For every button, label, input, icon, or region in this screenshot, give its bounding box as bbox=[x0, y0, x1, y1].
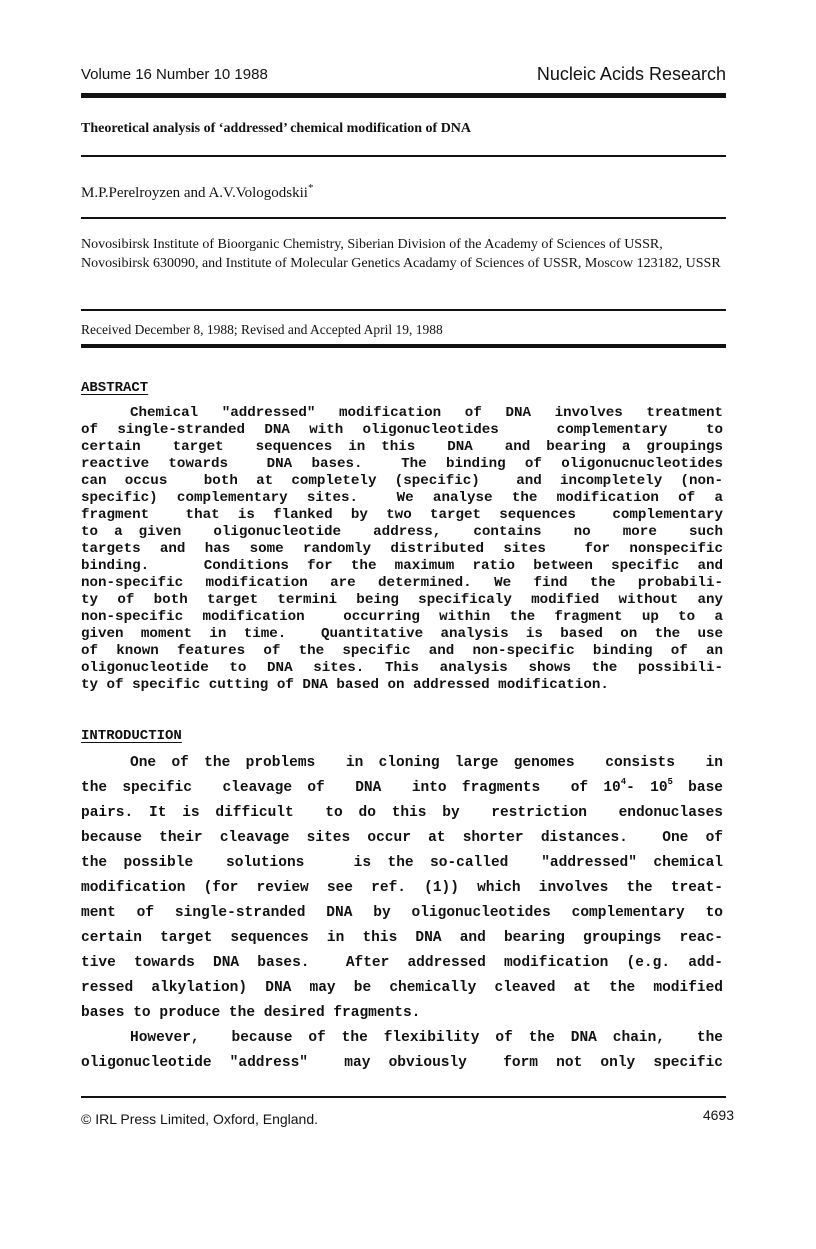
title-rule bbox=[81, 155, 726, 157]
abstract-line: ty of both target termini being specificaly modified without any bbox=[81, 592, 723, 608]
exponent: 5 bbox=[667, 777, 673, 787]
corresponding-author-mark: * bbox=[307, 182, 314, 194]
abstract-line: non-specific modification occurring within the fragment up to a bbox=[81, 609, 723, 625]
intro-line: ment of single-stranded DNA by oligonucleotides complementary to bbox=[81, 905, 723, 921]
intro-line: One of the problems in cloning large genomes consists in bbox=[130, 755, 723, 771]
journal-volume: Volume 16 Number 10 1988 bbox=[81, 66, 268, 83]
abstract-line: non-specific modification are determined. We find the probabili- bbox=[81, 575, 723, 591]
page-number: 4693 bbox=[702, 1107, 734, 1123]
abstract-line: certain target sequences in this DNA and bearing a groupings bbox=[81, 439, 723, 455]
abstract-line: to a given oligonucleotide address, contains no more such bbox=[81, 524, 723, 540]
intro-text: base bbox=[672, 780, 723, 796]
abstract-line: specific) complementary sites. We analyse the modification of a bbox=[81, 490, 723, 506]
journal-name: Nucleic Acids Research bbox=[536, 64, 726, 84]
intro-line: bases to produce the desired fragments. bbox=[81, 1005, 421, 1021]
affiliation: Novosibirsk Institute of Bioorganic Chemistry, Siberian Division of the Academy of Sciences of USSR, Novosibirsk 630090, and Institute of Molecular Genetics Acadamy of Sciences of USSR, Moscow 123182, USSR bbox=[81, 237, 721, 271]
abstract-line: can occus both at completely (specific) and incompletely (non- bbox=[81, 473, 723, 489]
affiliation-rule bbox=[81, 309, 726, 311]
intro-text: - 10 bbox=[626, 780, 668, 796]
exponent: 4 bbox=[620, 777, 627, 787]
intro-line: because their cleavage sites occur at shorter distances. One of bbox=[81, 830, 723, 846]
received-dates: Received December 8, 1988; Revised and Accepted April 19, 1988 bbox=[81, 322, 443, 337]
abstract-line: oligonucleotide to DNA sites. This analysis shows the possibili- bbox=[81, 660, 723, 676]
authors bbox=[81, 182, 313, 202]
abstract-line: of known features of the specific and non-specific binding of an bbox=[81, 643, 723, 659]
abstract-line: binding. Conditions for the maximum ratio between specific and bbox=[81, 558, 723, 574]
abstract-line: given moment in time. Quantitative analysis is based on the use bbox=[81, 626, 723, 642]
abstract-line: fragment that is flanked by two target sequences complementary bbox=[81, 507, 723, 523]
intro-line: oligonucleotide "address" may obviously form not only specific bbox=[81, 1055, 723, 1071]
intro-line: the possible solutions is the so-called "addressed" chemical bbox=[81, 855, 723, 871]
intro-text: the specific cleavage of DNA into fragments of 10 bbox=[81, 780, 621, 796]
abstract-line: reactive towards DNA bases. The binding of oligonucnucleotides bbox=[81, 456, 723, 472]
author-names: M.P.Perelroyzen and A.V.Vologodskii bbox=[81, 185, 308, 201]
abstract-line: targets and has some randomly distributed sites for nonspecific bbox=[81, 541, 723, 557]
abstract-heading: ABSTRACT bbox=[81, 380, 149, 396]
paper-title: Theoretical analysis of ‘addressed’ chemical modification of DNA bbox=[81, 121, 472, 136]
introduction-heading: INTRODUCTION bbox=[81, 728, 182, 744]
abstract-line: Chemical "addressed" modification of DNA involves treatment bbox=[130, 405, 723, 421]
intro-line: tive towards DNA bases. After addressed modification (e.g. add- bbox=[81, 955, 723, 971]
abstract-line: ty of specific cutting of DNA based on addressed modification. bbox=[81, 677, 609, 693]
intro-line: certain target sequences in this DNA and bearing groupings reac- bbox=[81, 930, 723, 946]
copyright: © IRL Press Limited, Oxford, England. bbox=[81, 1111, 319, 1127]
intro-line-with-exponents bbox=[81, 779, 723, 797]
header-rule bbox=[81, 93, 726, 98]
footer-rule bbox=[81, 1096, 726, 1098]
abstract-line: of single-stranded DNA with oligonucleotides complementary to bbox=[81, 422, 723, 438]
intro-line: pairs. It is difficult to do this by restriction endonuclases bbox=[81, 805, 723, 821]
received-rule bbox=[81, 344, 726, 348]
authors-rule bbox=[81, 217, 726, 219]
intro-line: modification (for review see ref. (1)) which involves the treat- bbox=[81, 880, 723, 896]
intro-line: ressed alkylation) DNA may be chemically cleaved at the modified bbox=[81, 980, 723, 996]
intro-line: However, because of the flexibility of the DNA chain, the bbox=[130, 1030, 723, 1046]
